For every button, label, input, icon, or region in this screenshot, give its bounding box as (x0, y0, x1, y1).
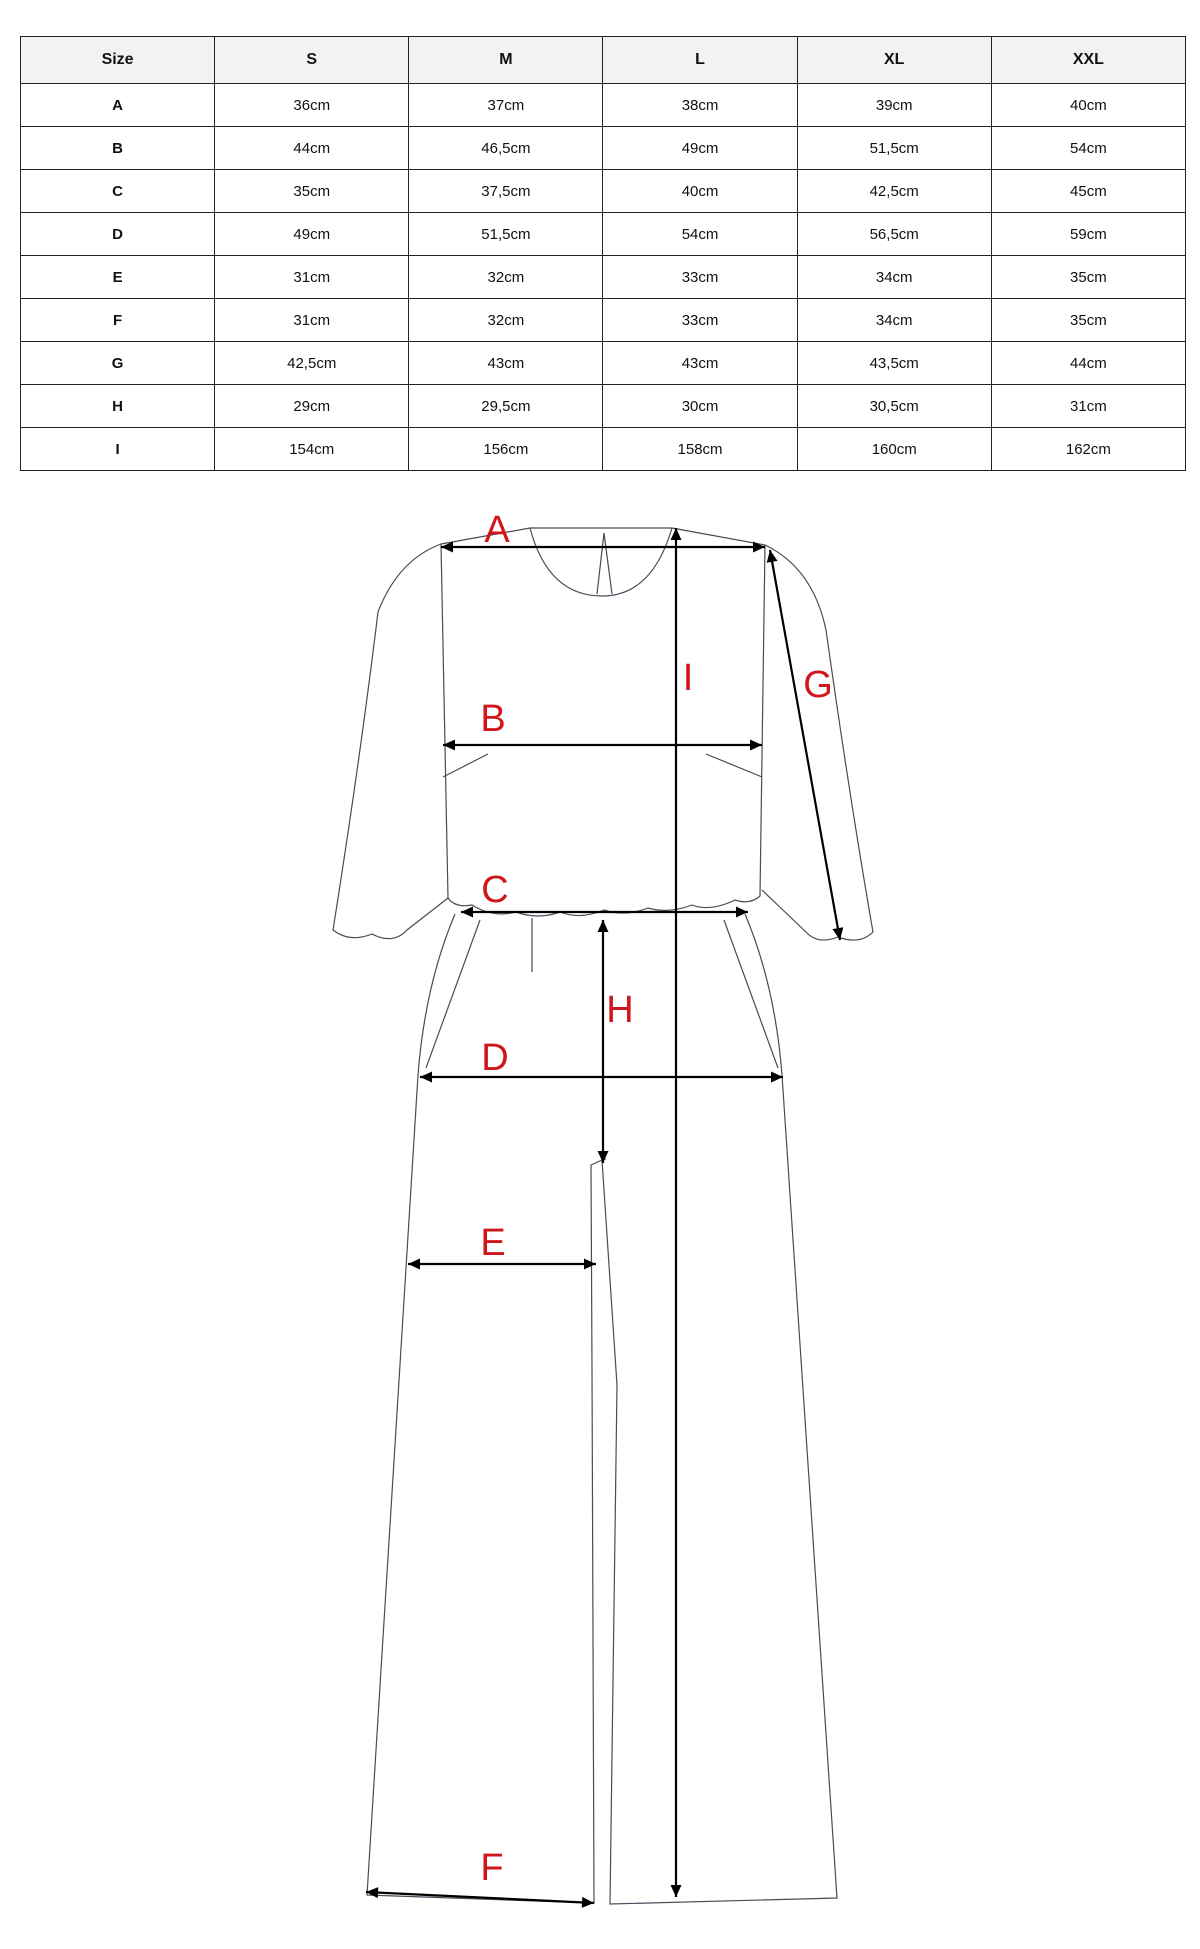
table-row (21, 213, 1186, 256)
row-label-cell: G (21, 342, 215, 385)
row-label-cell: A (21, 84, 215, 127)
value-cell: 31cm (215, 299, 409, 342)
value-cell: 44cm (215, 127, 409, 170)
value-cell: 162cm (991, 428, 1185, 471)
value-cell: 32cm (409, 299, 603, 342)
measurement-label-c: C (481, 869, 509, 911)
row-label-cell: F (21, 299, 215, 342)
header-cell: M (409, 37, 603, 84)
value-cell: 51,5cm (797, 127, 991, 170)
value-cell: 54cm (603, 213, 797, 256)
value-cell: 46,5cm (409, 127, 603, 170)
value-cell: 35cm (215, 170, 409, 213)
table-row (21, 84, 1186, 127)
value-cell: 59cm (991, 213, 1185, 256)
table-row (21, 385, 1186, 428)
measurement-arrow-i (671, 528, 682, 1897)
value-cell: 37,5cm (409, 170, 603, 213)
jumpsuit-outline (333, 528, 873, 1904)
value-cell: 39cm (797, 84, 991, 127)
value-cell: 37cm (409, 84, 603, 127)
jumpsuit-measurement-diagram (0, 490, 1200, 1949)
table-row (21, 256, 1186, 299)
value-cell: 33cm (603, 299, 797, 342)
value-cell: 38cm (603, 84, 797, 127)
value-cell: 34cm (797, 256, 991, 299)
value-cell: 40cm (603, 170, 797, 213)
value-cell: 54cm (991, 127, 1185, 170)
measurement-arrow-d (420, 1072, 783, 1083)
table-body (21, 84, 1186, 471)
value-cell: 49cm (215, 213, 409, 256)
measurement-arrow-f (366, 1887, 594, 1908)
measurement-label-g: G (803, 664, 833, 706)
measurement-label-a: A (484, 509, 510, 551)
value-cell: 56,5cm (797, 213, 991, 256)
measurement-label-f: F (480, 1847, 504, 1889)
value-cell: 158cm (603, 428, 797, 471)
measurement-arrow-h (598, 920, 609, 1163)
value-cell: 43cm (603, 342, 797, 385)
value-cell: 30,5cm (797, 385, 991, 428)
value-cell: 44cm (991, 342, 1185, 385)
value-cell: 43cm (409, 342, 603, 385)
measurement-arrow-b (443, 740, 762, 751)
table-row (21, 342, 1186, 385)
value-cell: 30cm (603, 385, 797, 428)
size-chart-table (20, 36, 1186, 471)
row-label-cell: E (21, 256, 215, 299)
table-row (21, 127, 1186, 170)
measurement-label-b: B (480, 698, 506, 740)
measurement-label-i: I (682, 657, 694, 699)
value-cell: 34cm (797, 299, 991, 342)
row-label-cell: H (21, 385, 215, 428)
value-cell: 154cm (215, 428, 409, 471)
value-cell: 33cm (603, 256, 797, 299)
measurement-labels (480, 509, 832, 1889)
value-cell: 31cm (991, 385, 1185, 428)
measurement-arrow-g (767, 550, 844, 940)
header-cell: XL (797, 37, 991, 84)
table-row (21, 170, 1186, 213)
value-cell: 32cm (409, 256, 603, 299)
value-cell: 40cm (991, 84, 1185, 127)
value-cell: 43,5cm (797, 342, 991, 385)
measurement-label-e: E (480, 1222, 506, 1264)
row-label-cell: B (21, 127, 215, 170)
row-label-cell: I (21, 428, 215, 471)
table-row (21, 299, 1186, 342)
value-cell: 35cm (991, 299, 1185, 342)
measurement-label-h: H (606, 989, 634, 1031)
header-cell: Size (21, 37, 215, 84)
value-cell: 36cm (215, 84, 409, 127)
header-cell: L (603, 37, 797, 84)
measurement-arrows (366, 528, 843, 1908)
table-header-row (21, 37, 1186, 84)
value-cell: 42,5cm (797, 170, 991, 213)
value-cell: 29,5cm (409, 385, 603, 428)
row-label-cell: D (21, 213, 215, 256)
table-row (21, 428, 1186, 471)
value-cell: 156cm (409, 428, 603, 471)
value-cell: 49cm (603, 127, 797, 170)
header-cell: S (215, 37, 409, 84)
value-cell: 51,5cm (409, 213, 603, 256)
value-cell: 160cm (797, 428, 991, 471)
value-cell: 29cm (215, 385, 409, 428)
value-cell: 45cm (991, 170, 1185, 213)
value-cell: 42,5cm (215, 342, 409, 385)
header-cell: XXL (991, 37, 1185, 84)
value-cell: 31cm (215, 256, 409, 299)
value-cell: 35cm (991, 256, 1185, 299)
measurement-label-d: D (481, 1037, 509, 1079)
row-label-cell: C (21, 170, 215, 213)
